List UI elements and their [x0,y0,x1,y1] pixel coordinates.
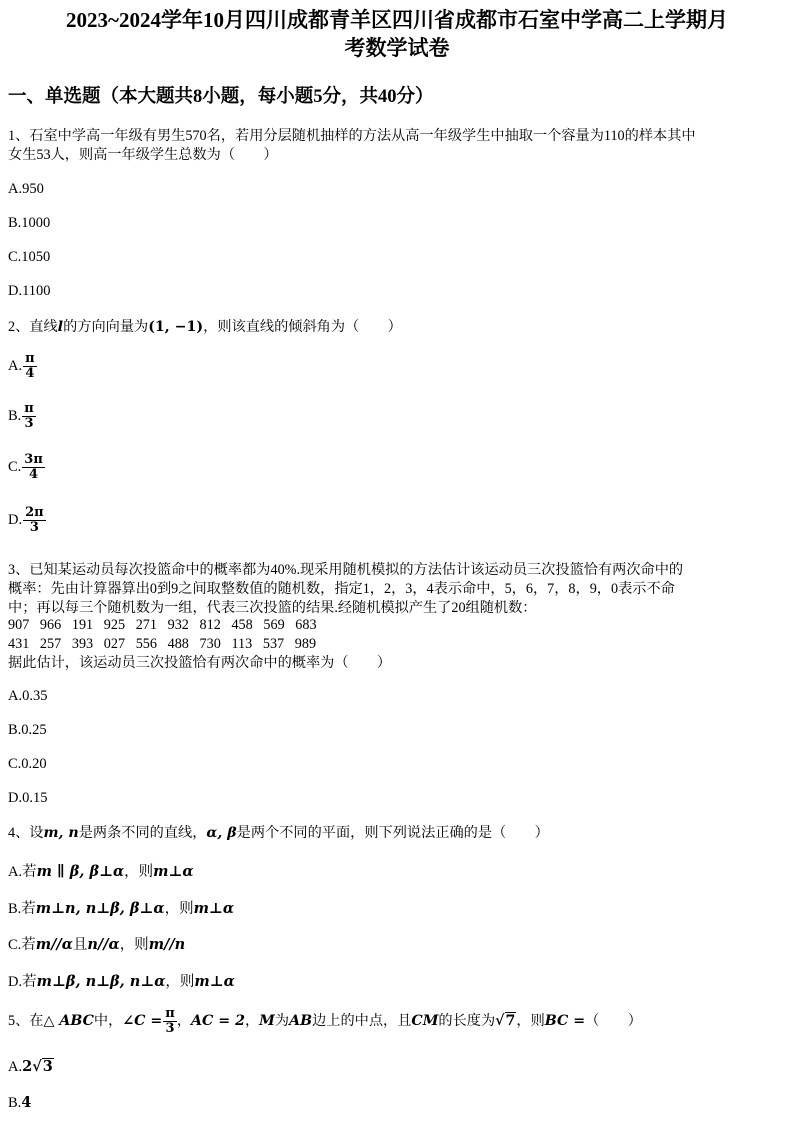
q3-line-3: 中；再以每三个随机数为一组，代表三次投篮的结果.经随机模拟产生了20组随机数： [8,600,537,616]
q2-stem: 2、直线l的方向向量为(1, −1)，则该直线的倾斜角为（ ） [8,319,402,335]
q2-vector: (1, −1) [148,319,204,335]
q4-option-b: B.若m⊥n, n⊥β, β⊥α，则m⊥α [8,900,235,917]
q4-option-d: D.若m⊥β, n⊥β, n⊥α，则m⊥α [8,973,235,990]
q2-option-b: B. $\frac{\pi}{3}$ [8,401,34,431]
q5-option-a: A.2√3 [8,1058,53,1075]
q1-option-a: A.950 [8,181,44,197]
q2-option-a: A. $\frac{\pi}{4}$ [8,351,35,381]
q3-random-numbers-row-1: 907 966 191 925 271 932 812 458 569 683 [8,617,317,633]
fraction: $\frac{\pi}{4}$ [25,351,35,381]
q4-option-c: C.若m//α且n//α，则m//n [8,936,186,953]
q3-option-a: A.0.35 [8,688,48,704]
fraction: $\frac{2\pi}{3}$ [25,505,44,535]
q5-option-b: B.4 [8,1094,32,1111]
q3-option-d: D.0.15 [8,790,48,806]
q2-var-l: l [57,319,64,335]
fraction: $\frac{\pi}{3}$ [165,1006,175,1037]
q5-stem: 5、在△ ABC中，∠C = $\frac{\pi}{3}$ ，AC = 2，M为AB边上的中点，且CM的长度为√7，则BC =（ ） [8,1006,642,1037]
q4-option-a: A.若m ∥ β, β⊥α，则m⊥α [8,863,194,880]
q3-option-b: B.0.25 [8,722,47,738]
q3-option-c: C.0.20 [8,756,47,772]
title-line-2: 考数学试卷 [344,36,450,60]
q1-option-c: C.1050 [8,249,51,265]
q3-line-2: 概率：先由计算器算出0到9之间取整数值的随机数，指定1，2，3，4表示命中，5，6，7，8，9，0表示不命 [8,581,675,597]
title-line-1: 2023~2024学年10月四川成都青羊区四川省成都市石室中学高二上学期月 [66,8,728,32]
q3-line-4: 据此估计，该运动员三次投篮恰有两次命中的概率为（ ） [8,655,392,671]
section-heading: 一、单选题（本大题共8小题，每小题5分，共40分） [8,87,434,107]
q3-line-1: 3、已知某运动员每次投篮命中的概率都为40%.现采用随机模拟的方法估计该运动员三次投篮恰有两次命中的 [8,562,684,578]
fraction: $\frac{3\pi}{4}$ [24,452,43,482]
q4-stem: 4、设m, n是两条不同的直线，α, β是两个不同的平面，则下列说法正确的是（ ） [8,825,549,841]
fraction: $\frac{\pi}{3}$ [24,401,34,431]
q1-option-d: D.1100 [8,283,51,299]
exam-title [0,6,794,62]
q1-line-2: 女生53人，则高一年级学生总数为（ ） [8,147,278,163]
q2-option-c: C. $\frac{3\pi}{4}$ [8,452,43,482]
q1-option-b: B.1000 [8,215,51,231]
q1-line-1: 1、石室中学高一年级有男生570名，若用分层随机抽样的方法从高一年级学生中抽取一个容量为110的样本其中 [8,128,696,144]
q2-option-d: D. $\frac{2\pi}{3}$ [8,505,44,535]
q3-random-numbers-row-2: 431 257 393 027 556 488 730 113 537 989 [8,636,317,652]
